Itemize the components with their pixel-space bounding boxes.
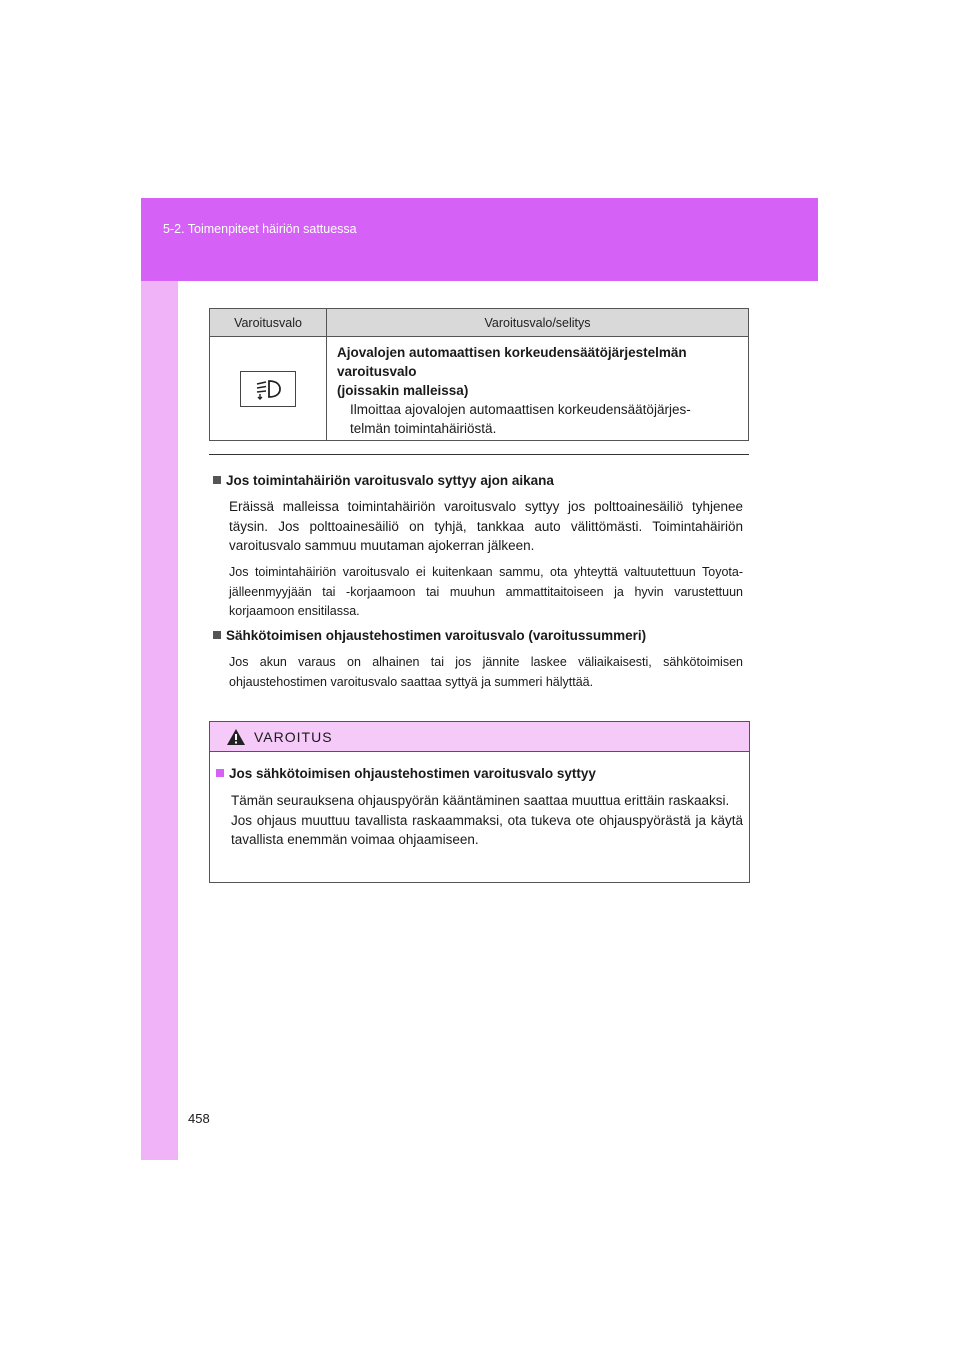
section2-title: Sähkötoimisen ohjaustehostimen varoitusvalo (varoitussummeri) — [226, 628, 647, 643]
warning-triangle-icon — [226, 728, 246, 746]
page-number: 458 — [188, 1111, 210, 1126]
table-cell-description — [327, 337, 748, 441]
warning-box — [209, 721, 750, 883]
warning-light-table — [209, 308, 749, 441]
column-header-light: Varoitusvalo — [210, 309, 327, 336]
table-row — [210, 337, 748, 441]
section2-para: Jos akun varaus on alhainen tai jos jännite laskee väliaikaisesti, sähkötoimisen ohjaustehostimen varoitusvalo saattaa syttyä ja summeri hälyttää. — [229, 655, 743, 689]
light-desc-line2: telmän toimintahäiriöstä. — [350, 421, 497, 436]
light-title-line2: varoitusvalo — [337, 364, 417, 379]
warning-body — [231, 791, 743, 850]
bullet-square-icon — [213, 476, 221, 484]
table-cell-icon — [210, 337, 327, 441]
light-title-line3: (joissakin malleissa) — [337, 383, 469, 398]
table-header — [210, 309, 748, 337]
warning-title: Jos sähkötoimisen ohjaustehostimen varoitusvalo syttyy — [229, 766, 596, 781]
section2-heading — [213, 628, 753, 643]
light-desc-line1: Ilmoittaa ajovalojen automaattisen korkeudensäätöjärjes- — [350, 402, 691, 417]
warning-header — [210, 722, 749, 752]
light-title-line1: Ajovalojen automaattisen korkeudensäätöjärjestelmän — [337, 345, 687, 360]
icon-frame — [240, 371, 296, 407]
headlight-leveling-warning-icon — [254, 377, 282, 401]
warning-label: VAROITUS — [254, 728, 333, 745]
divider — [209, 454, 749, 455]
section1-para1: Eräissä malleissa toimintahäiriön varoitusvalo syttyy jos polttoainesäiliö tyhjenee täysin. Jos polttoainesäiliö on tyhjä, tankkaa auto välittömästi. Toimintahäiriön varoitusvalo sammuu muutaman ajokerran jälkeen. — [229, 499, 743, 553]
warning-line2: Jos ohjaus muuttuu tavallista raskaammaksi, ota tukeva ote ohjauspyörästä ja käytä tavallista enemmän voimaa ohjaamiseen. — [231, 812, 743, 847]
section1-para2: Jos toimintahäiriön varoitusvalo ei kuitenkaan sammu, ota yhteyttä valtuutettuun Toyota-jälleenmyyjään tai -korjaamoon tai muuhun ammattitaitoiseen ja hyvin varustettuun korjaamoon ensitilassa. — [229, 565, 743, 618]
warning-line1: Tämän seurauksena ohjauspyörän kääntäminen saattaa muuttua erittäin raskaaksi. — [231, 793, 730, 808]
bullet-square-icon — [216, 769, 224, 777]
sidebar-band — [141, 198, 178, 1160]
chapter-header — [141, 198, 818, 281]
section1-heading — [213, 473, 753, 488]
section1-title: Jos toimintahäiriön varoitusvalo syttyy ajon aikana — [226, 473, 554, 488]
column-header-explanation: Varoitusvalo/selitys — [484, 315, 591, 330]
section-title: 5-2. Toimenpiteet häiriön sattuessa — [163, 222, 357, 236]
bullet-square-icon — [213, 631, 221, 639]
warning-title-row — [216, 766, 596, 781]
